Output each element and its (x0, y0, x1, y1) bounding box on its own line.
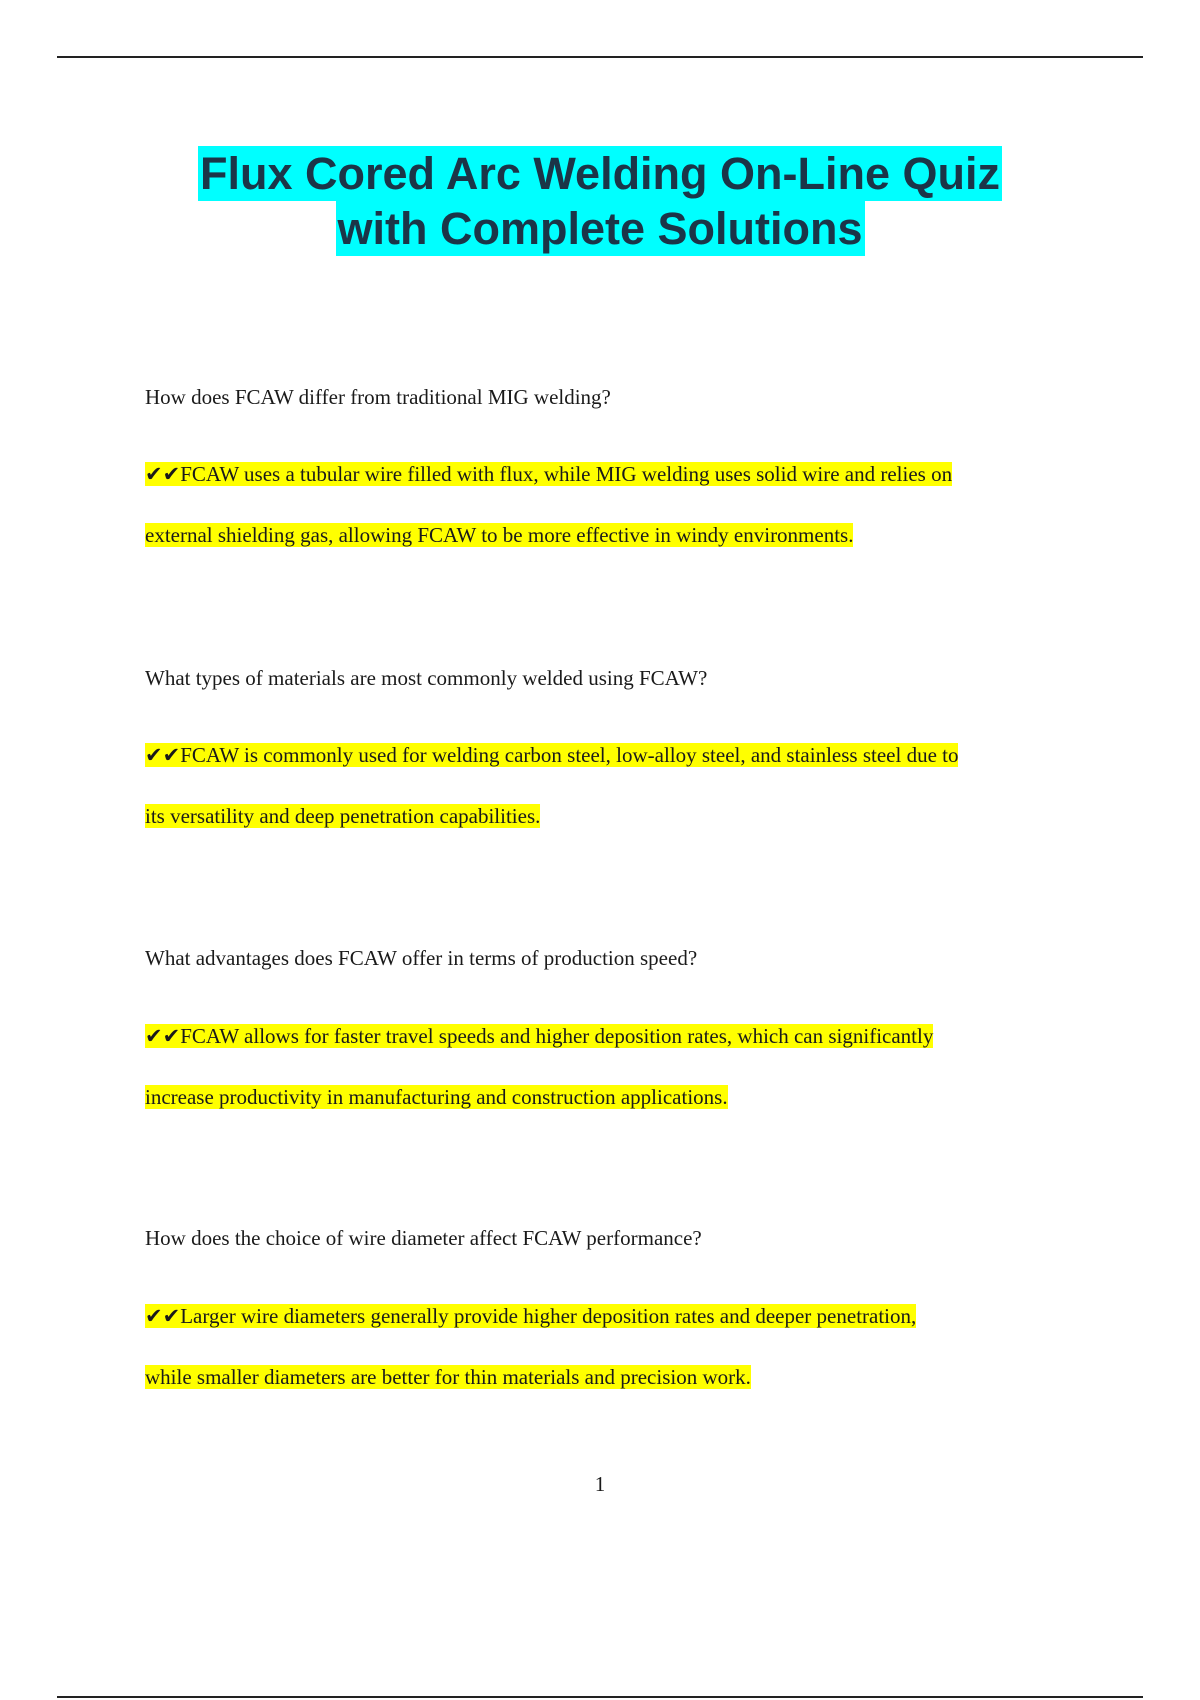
question-text: What types of materials are most commonly welded using FCAW? (145, 666, 708, 690)
title-line-2: with Complete Solutions (337, 203, 863, 254)
answer-line: its versatility and deep penetration capabilities. (145, 804, 541, 828)
qa-item (145, 1225, 1085, 1408)
document-title (0, 146, 1200, 256)
answer-line: increase productivity in manufacturing and construction applications. (145, 1085, 728, 1109)
footer-rule (57, 1696, 1143, 1698)
answer-text (145, 1006, 1085, 1128)
qa-item (145, 384, 1085, 566)
answer-line: while smaller diameters are better for thin materials and precision work. (145, 1365, 751, 1389)
answer-text (145, 725, 1085, 847)
question-text: How does FCAW differ from traditional MIG welding? (145, 385, 611, 409)
answer-text (145, 1286, 1085, 1408)
header-rule (57, 56, 1143, 58)
answer-text (145, 444, 1085, 566)
answer-line: ✔✔FCAW is commonly used for welding carbon steel, low-alloy steel, and stainless steel due to (145, 743, 959, 767)
answer-line: external shielding gas, allowing FCAW to be more effective in windy environments. (145, 523, 854, 547)
page-number: 1 (594, 1472, 606, 1496)
qa-item (145, 945, 1085, 1128)
answer-line: ✔✔FCAW allows for faster travel speeds and higher deposition rates, which can significantly (145, 1024, 934, 1048)
question-text: How does the choice of wire diameter affect FCAW performance? (145, 1226, 702, 1250)
qa-item (145, 665, 1085, 847)
answer-line: ✔✔FCAW uses a tubular wire filled with flux, while MIG welding uses solid wire and relies on (145, 462, 953, 486)
answer-line: ✔✔Larger wire diameters generally provide higher deposition rates and deeper penetration, (145, 1304, 917, 1328)
question-text: What advantages does FCAW offer in terms of production speed? (145, 946, 698, 970)
title-line-1: Flux Cored Arc Welding On-Line Quiz (199, 148, 1001, 199)
